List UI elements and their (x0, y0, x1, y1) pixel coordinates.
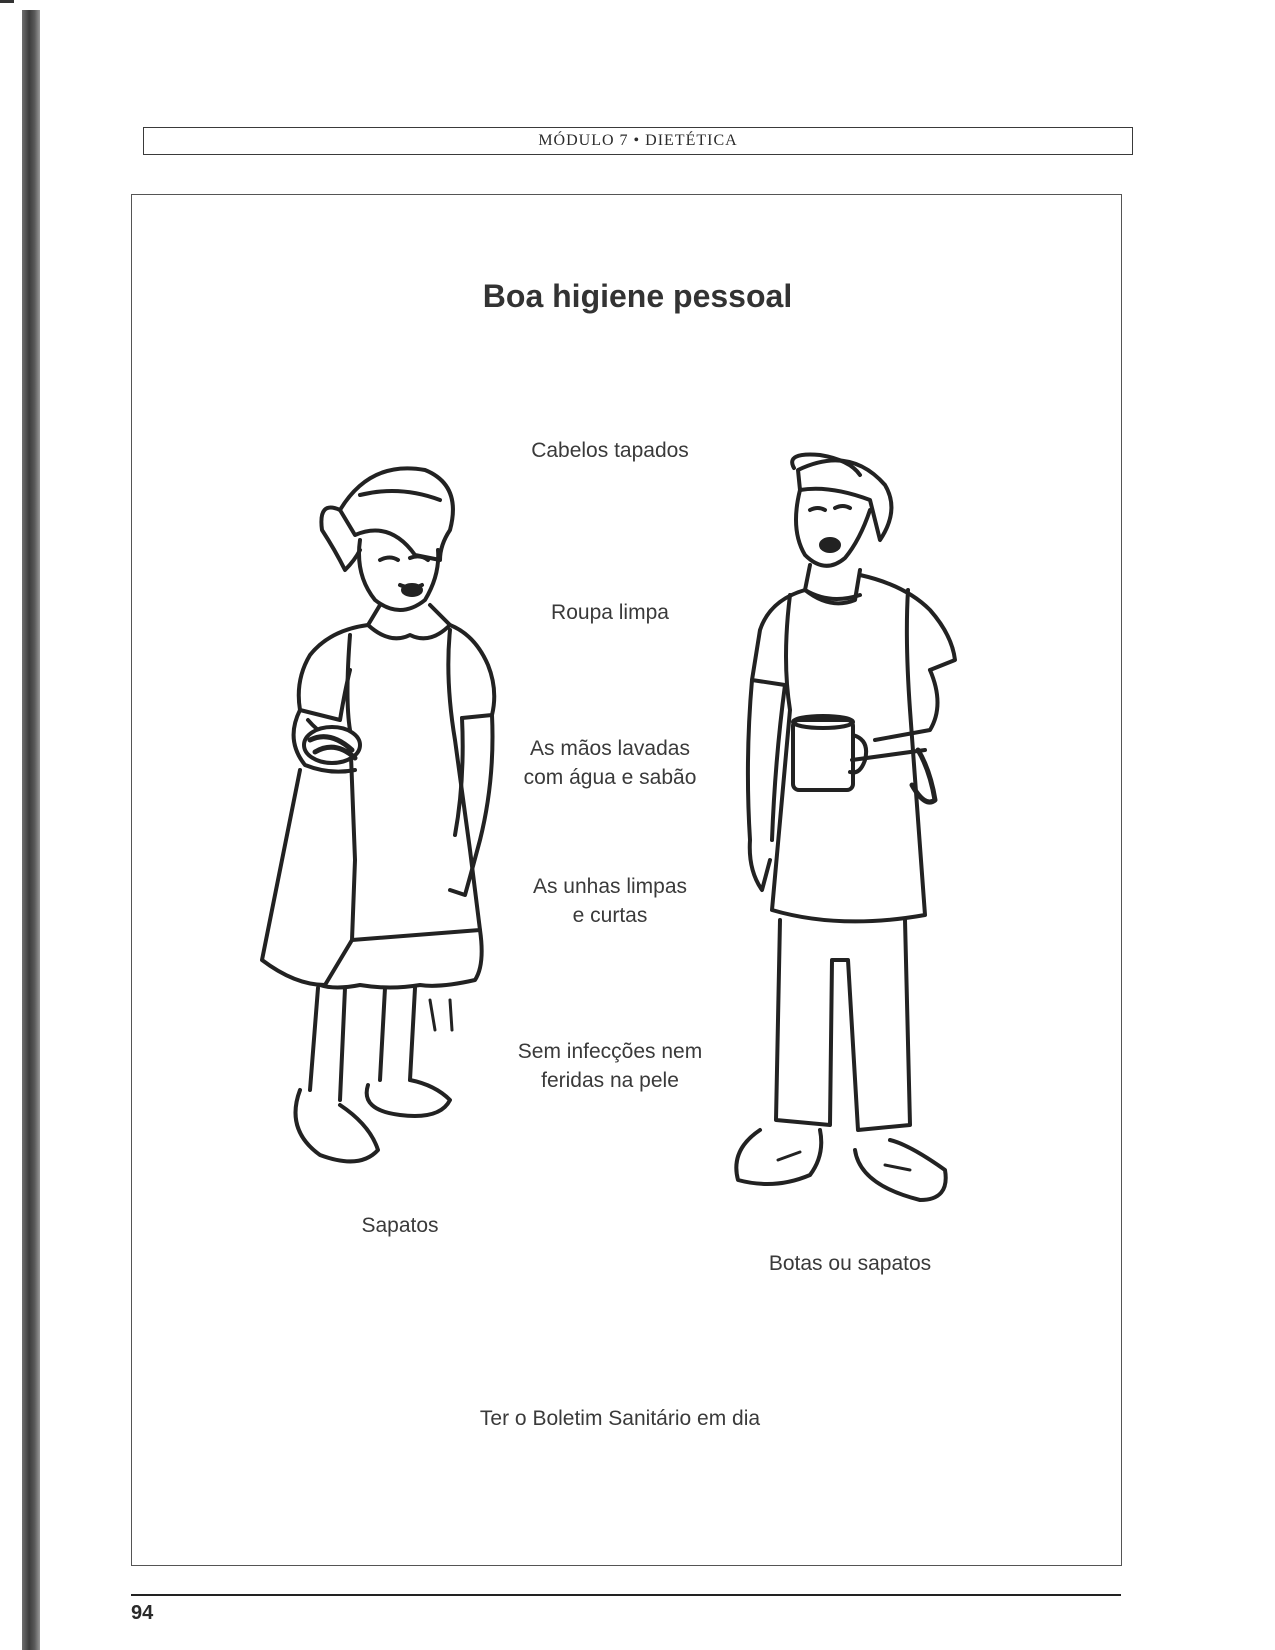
caption-shoes-left: Sapatos (361, 1214, 439, 1237)
page-number: 94 (131, 1602, 154, 1624)
caption-clean-clothes: Roupa limpa (551, 601, 669, 624)
page-title: Boa higiene pessoal (482, 278, 793, 314)
caption-washed-hands-line2: com água e sabão (523, 766, 697, 789)
man-cook-illustration (690, 440, 980, 1240)
scan-corner-mark (0, 0, 14, 3)
caption-clean-nails (480, 872, 740, 930)
caption-healthy-skin (480, 1037, 740, 1095)
caption-washed-hands-line1: As mãos lavadas (530, 737, 690, 760)
caption-health-card: Ter o Boletim Sanitário em dia (479, 1407, 761, 1430)
caption-healthy-skin-line2: feridas na pele (541, 1069, 679, 1092)
caption-clean-nails-line1: As unhas limpas (532, 875, 688, 898)
caption-clean-nails-line2: e curtas (572, 904, 648, 927)
module-label: MÓDULO 7 • DIETÉTICA (538, 132, 738, 149)
caption-covered-hair: Cabelos tapados (531, 439, 689, 462)
caption-shoes-right: Botas ou sapatos (768, 1252, 932, 1275)
module-header (143, 127, 1133, 155)
caption-washed-hands (480, 734, 740, 792)
footer-rule (131, 1594, 1121, 1596)
woman-cook-illustration (240, 440, 520, 1240)
caption-healthy-skin-line1: Sem infecções nem (517, 1040, 703, 1063)
scan-binding-edge (22, 10, 40, 1650)
